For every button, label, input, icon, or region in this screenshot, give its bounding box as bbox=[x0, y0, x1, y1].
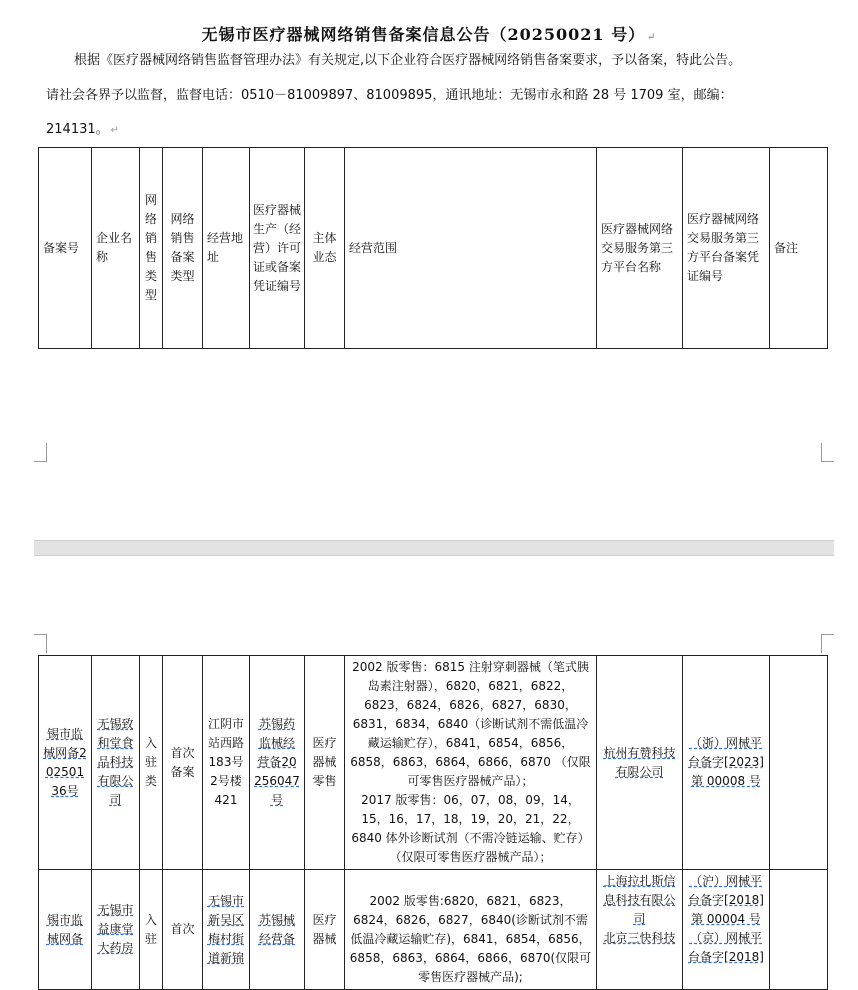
document-page-2 bbox=[0, 556, 858, 984]
scope-2002: 2002 版零售：6815 注射穿刺器械（笔式胰岛素注射器），6820，6821，6822，6823，6824，6826，6827，6830，6831，6834，6840（诊断试剂不需低温冷藏运输贮存），6841，6854，6856，6858，6863，6864，6866，6870 （仅限可零售医疗器械产品）； bbox=[350, 660, 591, 788]
cell-record-no: 锡市监械网备 bbox=[39, 870, 92, 990]
header-scope: 经营范围 bbox=[345, 148, 597, 349]
scope-2002: 2002 版零售:6820，6821，6823，6824，6826，6827，6840(诊断试剂不需低温冷藏运输贮存)，6841，6854，6856，6858，6863，6864，6866，6870(仅限可零售医疗器械产品); bbox=[349, 894, 592, 984]
margin-corner-bottom-left bbox=[34, 443, 47, 462]
cell-filing-type: 首次备案 bbox=[163, 656, 203, 870]
margin-corner-top-right bbox=[821, 634, 834, 653]
margin-corner-top-left bbox=[34, 634, 47, 653]
table-row bbox=[39, 656, 828, 870]
platform-name-1: 上海拉扎斯信息科技有限公司 bbox=[603, 874, 676, 926]
cell-company: 无锡致和堂食品科技有限公司 bbox=[92, 656, 140, 870]
header-record-no: 备案号 bbox=[39, 148, 92, 349]
cell-sales-type: 入驻 bbox=[140, 870, 163, 990]
cell-company: 无锡市益康堂大药房 bbox=[92, 870, 140, 990]
cell-address: 江阴市站西路183号2号楼421 bbox=[203, 656, 250, 870]
platform-no-1: （沪）网械平台备字[2018]第 00004 号 bbox=[688, 874, 764, 926]
scope-2017: 2017 版零售：06，07，08，09，14，15，16，17，18，19，20，21，22，6840 体外诊断试剂（不需冷链运输、贮存）（仅限可零售医疗器械产品）； bbox=[351, 793, 590, 864]
cell-platform-no bbox=[683, 870, 770, 990]
cell-filing-type: 首次 bbox=[163, 870, 203, 990]
header-remark: 备注 bbox=[770, 148, 828, 349]
platform-no-2: （京）网械平台备字[2018] bbox=[688, 931, 764, 964]
cell-scope bbox=[345, 656, 597, 870]
cell-business-form: 医疗器械零售 bbox=[305, 656, 345, 870]
header-company: 企业名称 bbox=[92, 148, 140, 349]
cell-platform-no: （浙）网械平台备字[2023]第 00008 号 bbox=[683, 656, 770, 870]
cell-business-form: 医疗器械 bbox=[305, 870, 345, 990]
table-row bbox=[39, 870, 828, 990]
table-header-row bbox=[39, 148, 828, 349]
cell-remark bbox=[770, 870, 828, 990]
header-license: 医疗器械生产（经营）许可证或备案凭证编号 bbox=[250, 148, 305, 349]
cell-license: 苏锡药监械经营备20256047号 bbox=[250, 656, 305, 870]
header-sales-type: 网络销售类型 bbox=[140, 148, 163, 349]
header-platform-no: 医疗器械网络交易服务第三方平台备案凭证编号 bbox=[683, 148, 770, 349]
cell-sales-type: 入驻类 bbox=[140, 656, 163, 870]
postcode-line: 214131。 ↵ bbox=[46, 122, 120, 137]
cell-address: 无锡市新吴区梅村街道新锦 bbox=[203, 870, 250, 990]
header-address: 经营地址 bbox=[203, 148, 250, 349]
platform-name-2: 北京三快科技 bbox=[603, 931, 676, 945]
supervision-paragraph: 请社会各界予以监督，监督电话：0510－81009897、81009895，通讯地址：无锡市永和路 28 号 1709 室，邮编： bbox=[46, 88, 733, 103]
header-business-form: 主体业态 bbox=[305, 148, 345, 349]
cell-remark bbox=[770, 656, 828, 870]
margin-corner-bottom-right bbox=[821, 443, 834, 462]
document-title: 无锡市医疗器械网络销售备案信息公告（20250021 号） ↵ bbox=[201, 25, 657, 44]
table-header bbox=[38, 147, 828, 349]
cell-platform-name: 杭州有赞科技有限公司 bbox=[597, 656, 683, 870]
data-table bbox=[38, 655, 828, 990]
page-gap bbox=[34, 540, 834, 556]
header-platform-name: 医疗器械网络交易服务第三方平台名称 bbox=[597, 148, 683, 349]
cell-record-no: 锡市监械网备20250136号 bbox=[39, 656, 92, 870]
cell-platform-name bbox=[597, 870, 683, 990]
intro-paragraph: 根据《医疗器械网络销售监督管理办法》有关规定,以下企业符合医疗器械网络销售备案要求，予以备案，特此公告。 bbox=[74, 53, 742, 68]
header-filing-type: 网络销售备案类型 bbox=[163, 148, 203, 349]
cell-license: 苏锡械经营备 bbox=[250, 870, 305, 990]
cell-scope bbox=[345, 870, 597, 990]
